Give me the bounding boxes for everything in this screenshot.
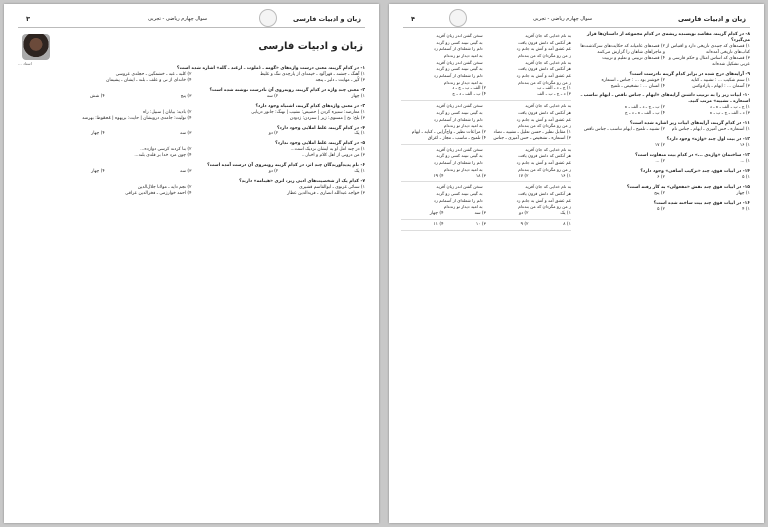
question-column-left — [401, 32, 571, 233]
divider — [401, 230, 571, 231]
question-text: ۱۶- در ابیات فوق چند بیت ساخته شده است؟ — [653, 200, 750, 206]
verse-row — [401, 167, 571, 173]
verse-hemistich: هر آنکس که دانش فزون یافت — [518, 39, 571, 45]
divider — [401, 100, 571, 101]
answer-option: ۱) سنائی غزنوی ـ ابوالقاسم قشیری — [299, 185, 365, 190]
answer-option: ۱) ج ـ د ـ الف ـ ب — [537, 86, 571, 92]
answer-option: ۴) ب ـ الف ـ ه ـ د ـ ج — [624, 111, 665, 117]
answer-option: ۲) ۱۷ — [654, 143, 665, 148]
answer-option: ۴) ۱۱ — [433, 222, 444, 228]
verse-hemistich: دلم را شعله‌ای از آسمانم زد — [433, 73, 483, 79]
answer-option: ۴) چهار — [91, 169, 105, 175]
question-text: ۱۳- ساختمان «واژه‌ی ...» در کدام بیت متفاوت است؟ — [635, 152, 750, 158]
answer-option: ۳) ۱۰ — [475, 222, 486, 228]
option-list — [18, 169, 365, 175]
answer-option: ۱) استعاره ـ حس آمیزی ـ ایهام ـ جناس تام — [671, 127, 750, 133]
verse-row — [401, 46, 571, 52]
option-list — [401, 222, 571, 228]
answer-option: ۲) خوشتر بود ... : جناس ـ استعاره — [601, 77, 665, 83]
page-header — [18, 13, 365, 28]
divider — [401, 144, 571, 145]
question-text: ۵- در کدام گزینه، غلط املایی وجود ندارد؟ — [275, 141, 365, 147]
answer-option: ۴) ۱۹ — [433, 173, 444, 179]
answer-option: ۱) یک — [354, 131, 365, 137]
answer-option: ۴) چهار — [429, 211, 444, 217]
answer-option: ۱) چهار — [351, 93, 365, 99]
verse-hemistich: به نام خدایی که جان آفرید — [525, 103, 571, 109]
answer-option: ۱) چهار — [736, 190, 750, 196]
header-subtitle: سوال چهارم ریاضی - تجربی — [533, 16, 593, 22]
verse-hemistich: سخن گفتن اندر زبان آفرید — [436, 103, 483, 109]
answer-option: ۴) خانه‌ای از نی و علف ـ بلند ـ ایشان ـ پشیمان — [106, 77, 192, 83]
option-list — [580, 44, 750, 68]
question-item — [580, 185, 750, 197]
option-list — [18, 131, 365, 137]
answer-option: ۲) الف ـ ب ـ ج ـ د — [452, 86, 486, 92]
question-item — [580, 93, 750, 117]
question-item — [580, 169, 750, 181]
question-column-right — [580, 32, 750, 216]
answer-option: ۲) بنا کردند کرسی دوازده... — [140, 147, 192, 153]
verse-hemistich: به نام خدایی که جان آفرید — [525, 184, 571, 190]
option-list — [580, 127, 750, 133]
header-subtitle: سوال چهارم ریاضی - تجربی — [148, 16, 208, 22]
section-title: زبان و ادبیات فارسی — [258, 41, 363, 52]
question-item — [18, 104, 365, 122]
answer-option: ۱) یک — [354, 169, 365, 175]
verse-hemistich: به امید دیدار تو زنده‌ام — [443, 204, 483, 210]
verse-row — [401, 191, 571, 197]
verse-row — [401, 110, 571, 116]
answer-option: ۲) دو — [268, 131, 279, 137]
divider — [401, 181, 571, 182]
verse-hemistich: ز من رو مگردان که من بنده‌ام — [518, 166, 571, 172]
answer-option: ۳) پنج — [180, 93, 192, 99]
question-item — [18, 141, 365, 159]
teacher-caption: استاد ... — [18, 61, 32, 66]
option-list — [401, 130, 571, 142]
answer-option: ۲) ۶ — [657, 174, 665, 180]
answer-option: ۱) ۴ — [742, 206, 750, 212]
verse-hemistich: به گیتی نبیند کسی زو گزند — [436, 153, 483, 159]
answer-option: ۴) چهار — [91, 131, 105, 137]
question-item — [18, 126, 365, 138]
question-item — [18, 66, 365, 84]
verse-hemistich: هر آنکس که دانش فزون یافت — [518, 109, 571, 115]
section-heading — [163, 34, 363, 64]
header-title: زبان و ادبیات فارسی — [677, 15, 746, 23]
answer-option: ۳) د ـ ج ـ ب ـ الف — [537, 92, 571, 98]
verse-hemistich: غم عشق آمد و آتش به جانم زد — [516, 46, 571, 52]
answer-option: ۱) قصه‌های که جنبه‌ی تاریخی دارد و اقتباس از کتاب‌های تاریخی آمده‌اند — [666, 43, 750, 55]
verse-row — [401, 66, 571, 72]
verse-hemistich: به گیتی نبیند کسی زو گزند — [436, 191, 483, 197]
verse-row — [401, 103, 571, 109]
question-text: ۱- در کدام گزینه، معنی درست واژه‌های «گومه ـ دُملوت ـ ارغند ـ گله» اشاره شده است؟ — [176, 66, 365, 71]
question-item — [580, 153, 750, 165]
answer-option: ۲) بادیه: بیابان | سبیل: راه — [142, 109, 192, 115]
answer-option: ۲) ۹ — [520, 222, 529, 228]
option-list — [580, 175, 750, 181]
verse-hemistich: به گیتی نبیند کسی زو گزند — [436, 109, 483, 115]
option-list — [18, 185, 365, 197]
answer-option: ۴) تولیت: جامه‌ی درویشان | حایت: بریهوه | مُحمّوظ: بهرمند — [82, 115, 192, 121]
answer-option: ۳) کُپر ـ مهابت ـ دلیر ـ پنجه — [315, 77, 365, 83]
verse-row — [401, 40, 571, 46]
exam-page-3 — [4, 4, 379, 523]
question-item — [580, 121, 750, 133]
answer-option: ۴) تلمیح ـ تناسب ـ مجاز ـ اغراق — [427, 135, 486, 141]
answer-option: ۱) ج ـ ب ـ الف ـ ه ـ د — [709, 105, 750, 111]
question-item — [580, 72, 750, 90]
verse-row — [401, 147, 571, 153]
answer-option: ۱) ۱۶ — [560, 173, 571, 179]
verse-row — [401, 123, 571, 129]
answer-option: ۲) ۵ — [657, 206, 665, 212]
answer-option: ۳) سه — [474, 211, 486, 217]
answer-option: ۲) قصه‌های عامیانه که حکایت‌های سرگذشت‌ها و ماجراهای شاهان را گزارش می‌کنند — [580, 43, 665, 55]
verse-row — [401, 160, 571, 166]
question-text: ۱۰- ابیات زیر را به ترتیب داشتن آرایه‌های «ایهام ـ جناس ناقص ـ ایهام تناسب ـ استعاره ـ تشبیه» مرتب کنید. — [580, 93, 750, 105]
verse-hemistich: ز من رو مگردان که من بنده‌ام — [518, 53, 571, 59]
verse-hemistich: غم عشق آمد و آتش به جانم زد — [516, 116, 571, 122]
answer-option: ۳) آسمان ... : ایهام ـ پارادوکس — [692, 83, 750, 89]
answer-option: ۲) ۱۷ — [518, 173, 529, 179]
answer-option: ۴) قصه‌های تربیتی و تعلیم و تربیت — [602, 55, 665, 61]
question-text: ۷- کدام یک از شخصیت‌های ادبی زیر، اثری «هینامه» دارند؟ — [239, 179, 365, 185]
verse-hemistich: به امید دیدار تو زنده‌ام — [443, 79, 483, 85]
verse-hemistich: به نام خدایی که جان آفرید — [525, 33, 571, 38]
answer-option: ۱) ۱۶ — [739, 143, 750, 148]
answer-option: ۳) سه — [179, 169, 192, 175]
answer-option: ۳) د ـ الف ـ ج ـ ب ـ ه — [709, 111, 750, 117]
option-list — [401, 211, 571, 217]
answer-option: ۲) مراعات نظیر ـ واج‌آرایی ـ کنایه ـ ایهام — [411, 129, 486, 135]
answer-option: ۱) ستم شکیب ... : تشبیه ـ کنایه — [691, 77, 750, 83]
option-list — [401, 174, 571, 180]
question-text: ۱۱- در کدام گزینه، آرایه‌های ابیات زیر اشاره شده است؟ — [629, 121, 750, 127]
option-list — [18, 94, 365, 100]
verse-hemistich: غم عشق آمد و آتش به جانم زد — [516, 197, 571, 203]
answer-option: ۲) کلبه ـ غبه ـ خشمگین ـ حجله‌ی عروسی — [115, 71, 192, 77]
question-text: ۱۵- در ابیات فوق چند نقش «مفعولی» به کار رفته است؟ — [626, 184, 750, 190]
question-text: ۹- آرایه‌های درج شده در برابر کدام گزینه نادرست است؟ — [629, 71, 750, 77]
verse-hemistich: به گیتی نبیند کسی زو گزند — [436, 39, 483, 45]
answer-option: ۲) نجم دایه ـ مولانا جلال‌الدین — [137, 185, 192, 190]
option-list — [580, 143, 750, 149]
option-list — [18, 110, 365, 122]
answer-option: ۳) قصه‌های که اساس امثال و حکم فارسی و عربی تشکیل شده‌اند — [668, 55, 750, 67]
option-list — [18, 72, 365, 84]
verse-row — [401, 184, 571, 190]
answer-option: ۱) یک — [560, 211, 571, 217]
verse-row — [401, 198, 571, 204]
answer-option: ۴) شش — [90, 93, 105, 99]
question-item — [18, 88, 365, 100]
verse-row — [401, 60, 571, 66]
option-list — [18, 147, 365, 159]
logo-icon — [449, 9, 467, 27]
verse-hemistich: به امید دیدار تو زنده‌ام — [443, 123, 483, 129]
option-list — [580, 207, 750, 213]
answer-option: ۲) دو — [268, 169, 279, 175]
question-item — [580, 201, 750, 213]
answer-option: ۳) من درونی از اهل کلام و اخبار... — [301, 153, 365, 159]
verse-row — [401, 80, 571, 86]
question-item — [18, 163, 365, 175]
verse-row — [401, 73, 571, 79]
question-item — [18, 179, 365, 197]
verse-hemistich: به نام خدایی که جان آفرید — [525, 146, 571, 152]
option-list — [401, 86, 571, 98]
page-number: ۳ — [26, 15, 30, 23]
answer-option: ۱) مقابل نظیر ـ حسن تعلیل ـ تشبیه ـ تضاد — [493, 129, 571, 135]
question-text: ۲- معنی چند واژه در کدام گزینه، روبه‌روی آن نادرست نوشته شده است؟ — [209, 87, 365, 93]
verse-hemistich: دلم را شعله‌ای از آسمانم زد — [433, 116, 483, 122]
teacher-avatar — [22, 34, 50, 60]
verse-hemistich: به امید دیدار تو زنده‌ام — [443, 166, 483, 172]
answer-option: ۱) ... — [740, 158, 750, 164]
verse-row — [401, 153, 571, 159]
answer-option: ۱) معارضه: ستیزه کردن | حضیض: نشیب | نهنگ: جانور دریایی — [251, 109, 365, 115]
answer-option: ۳) خواجه عبدالله انصاری ـ فریدالدین عطار — [287, 190, 365, 196]
verse-hemistich: ز من رو مگردان که من بنده‌ام — [518, 123, 571, 129]
verse-hemistich: سخن گفتن اندر زبان آفرید — [436, 59, 483, 65]
verse-hemistich: دلم را شعله‌ای از آسمانم زد — [433, 197, 483, 203]
answer-option: ۴) انسان ... : تشخیص ـ تلمیح — [610, 83, 665, 89]
verse-row — [401, 204, 571, 210]
verse-hemistich: هر آنکس که دانش فزون یافت — [518, 153, 571, 159]
verse-hemistich: سخن گفتن اندر زبان آفرید — [436, 33, 483, 38]
verse-row — [401, 33, 571, 39]
verse-hemistich: هر آنکس که دانش فزون یافت — [518, 66, 571, 72]
verse-hemistich: به نام خدایی که جان آفرید — [525, 59, 571, 65]
verse-hemistich: غم عشق آمد و آتش به جانم زد — [516, 73, 571, 79]
question-text: ۸- در کدام گزینه، مقاصد نویسنده ریشه‌ی در کدام مجموعه از داستان‌ها قرار می‌گیرد؟ — [586, 32, 750, 43]
verse-hemistich: سخن گفتن اندر زبان آفرید — [436, 184, 483, 190]
question-item — [580, 32, 750, 68]
question-item — [580, 137, 750, 149]
option-list — [580, 159, 750, 165]
verse-hemistich: سخن گفتن اندر زبان آفرید — [436, 146, 483, 152]
verse-hemistich: ز من رو مگردان که من بنده‌ام — [518, 204, 571, 210]
verse-hemistich: به گیتی نبیند کسی زو گزند — [436, 66, 483, 72]
answer-option: ۱) ۸ — [563, 222, 571, 228]
verse-hemistich: دلم را شعله‌ای از آسمانم زد — [433, 160, 483, 166]
verse-hemistich: غم عشق آمد و آتش به جانم زد — [516, 160, 571, 166]
answer-option: ۲) ... — [655, 158, 665, 164]
answer-option: ۳) سه — [179, 131, 192, 137]
answer-option: ۲) ب ـ ج ـ د ـ الف ـ ه — [624, 105, 665, 111]
logo-icon — [259, 9, 277, 27]
answer-option: ۱) ۵ — [742, 174, 750, 180]
verse-hemistich: هر آنکس که دانش فزون یافت — [518, 191, 571, 197]
question-text: ۳- در معنی واژه‌های کدام گزینه، اشتباه وجود دارد؟ — [255, 103, 365, 109]
answer-option: ۴) ب ـ الف ـ د ـ ج — [452, 92, 486, 98]
question-text: ۱۴- در ابیات فوق، چند «ترکیب اضافی» وجود دارد؟ — [640, 168, 750, 174]
answer-option: ۲) پنج — [654, 190, 665, 196]
answer-option: ۱) آهنگ ـ جشنه ـ قهرآلود ـ خیمه‌ای از پارچه‌ی تنگ و غلیظ — [259, 71, 365, 77]
answer-option: ۳) بلخ: نخ | مستوی: زیر | ستردن: زدودن — [289, 115, 365, 121]
verse-row — [401, 53, 571, 59]
verse-row — [401, 117, 571, 123]
page-number: ۴ — [411, 15, 415, 23]
option-list — [580, 105, 750, 117]
answer-option: ۳) استعاره ـ تشخیص ـ حس آمیزی ـ جناس — [493, 135, 571, 141]
question-text: ۱۲- در بیت اول چند «واژه» وجود دارد؟ — [666, 137, 750, 143]
header-title: زبان و ادبیات فارسی — [292, 15, 361, 23]
answer-option: ۲) سه — [266, 93, 279, 99]
verse-hemistich: به امید دیدار تو زنده‌ام — [443, 53, 483, 59]
divider — [401, 219, 571, 220]
answer-option: ۴) احمد خوارزمی ـ فخرالدین عراقی — [125, 190, 192, 196]
answer-option: ۳) ۱۸ — [475, 173, 486, 179]
question-text: ۶- نام پدیدآورندگان چند اثر، در کدام گزینه روبه‌روی آن درست آمده است؟ — [207, 163, 365, 169]
question-text: ۴- در کدام گزینه، غلط املایی وجود دارد؟ — [277, 125, 365, 131]
answer-option: ۴) چون مرد خدا بر قله‌ی بلند... — [134, 153, 192, 159]
answer-option: ۱) در چند امل او به ایشان نزدیک است... — [290, 147, 365, 153]
question-list — [18, 66, 365, 201]
answer-option: ۲) تشبیه ـ تلمیح ـ ایهام تناسب ـ جناس ناقص — [583, 127, 665, 133]
verse-hemistich: دلم را شعله‌ای از آسمانم زد — [433, 46, 483, 52]
verse-hemistich: ز من رو مگردان که من بنده‌ام — [518, 79, 571, 85]
exam-page-4 — [389, 4, 764, 523]
option-list — [580, 191, 750, 197]
option-list — [580, 78, 750, 90]
answer-option: ۲) دو — [518, 211, 529, 217]
